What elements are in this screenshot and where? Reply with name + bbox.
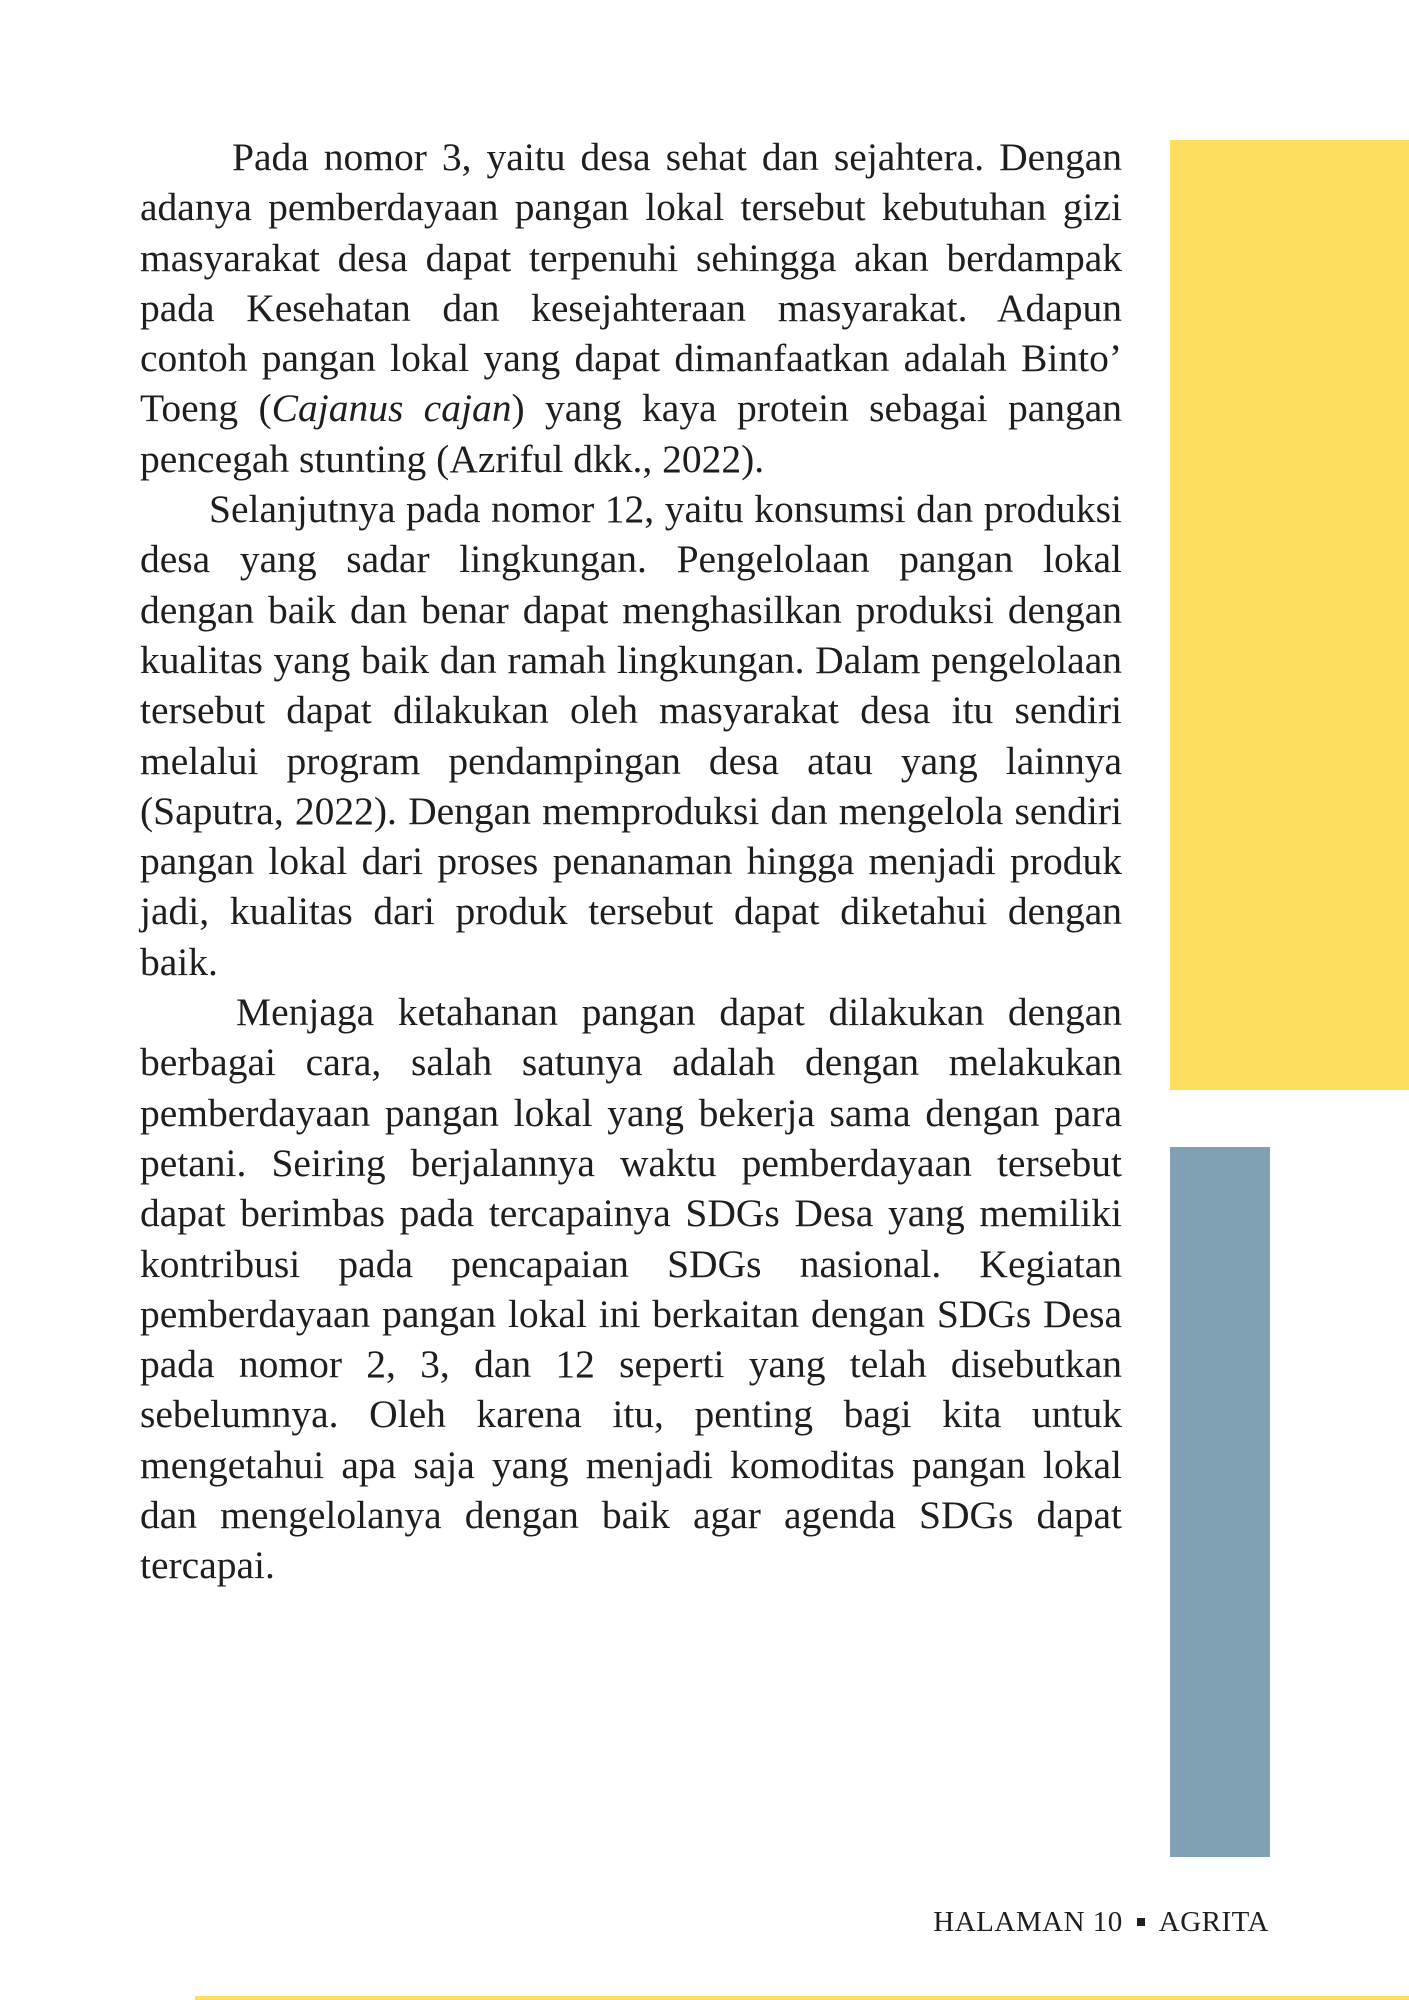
bottom-accent-line (195, 1996, 1409, 2000)
paragraph-3: Menjaga ketahanan pangan dapat dilakukan dengan berbagai cara, salah satunya adalah dengan melakukan pemberdayaan pangan lokal yang bekerja sama dengan para petani. Seiring berjalannya waktu pemberdayaan tersebut dapat berimbas pada tercapainya SDGs Desa yang memiliki kontribusi pada pencapaian SDGs nasional. Kegiatan pemberdayaan pangan lokal ini berkaitan dengan SDGs Desa pada nomor 2, 3, dan 12 seperti yang telah disebutkan sebelumnya. Oleh karena itu, penting bagi kita untuk mengetahui apa saja yang menjadi komoditas pangan lokal dan mengelolanya dengan baik agar agenda SDGs dapat tercapai. (140, 990, 1122, 1588)
species-name: Cajanus cajan (271, 386, 512, 431)
paragraph-1-text-start: Pada nomor 3, yaitu desa sehat dan sejahtera. Dengan adanya pemberdayaan pangan lokal tersebut kebutuhan gizi masyarakat desa dapat terpenuhi sehingga akan berdampak pada Kesehatan dan kesejahteraan masyarakat. Adapun contoh pangan lokal yang dapat dimanfaatkan adalah Binto’ Toeng ( (140, 135, 1122, 431)
page-number-label: HALAMAN 10 (933, 1906, 1123, 1938)
paragraph-1 (140, 132, 1122, 484)
publication-name: AGRITA (1158, 1906, 1269, 1938)
paragraph-2: Selanjutnya pada nomor 12, yaitu konsumsi dan produksi desa yang sadar lingkungan. Pengelolaan pangan lokal dengan baik dan benar dapat menghasilkan produksi dengan kualitas yang baik dan ramah lingkungan. Dalam pengelolaan tersebut dapat dilakukan oleh masyarakat desa itu sendiri melalui program pendampingan desa atau yang lainnya (Saputra, 2022). Dengan memproduksi dan mengelola sendiri pangan lokal dari proses penanaman hingga menjadi produk jadi, kualitas dari produk tersebut dapat diketahui dengan baik. (140, 487, 1122, 984)
page-footer (933, 1906, 1269, 1939)
yellow-accent-block (1170, 140, 1409, 1090)
article-body (140, 132, 1122, 1591)
paragraph-1-text-end: ) yang kaya protein sebagai pangan pencegah stunting (Azriful dkk., 2022). (140, 386, 1123, 481)
footer-separator-square (1137, 1918, 1145, 1926)
blue-accent-block (1170, 1147, 1270, 1857)
